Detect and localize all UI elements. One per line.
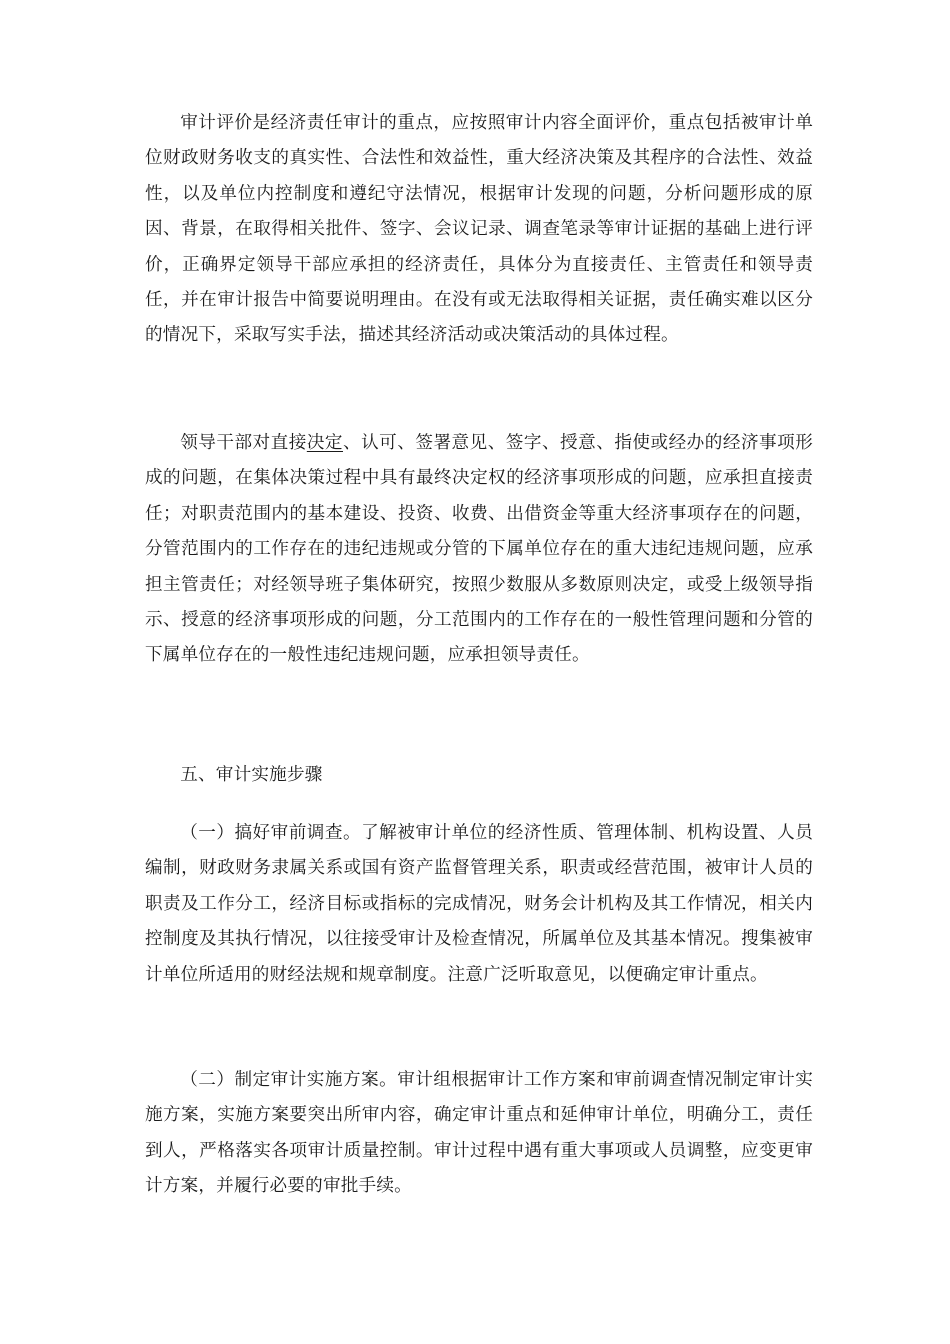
underlined-word: 决定	[306, 433, 343, 453]
paragraph-2-text-rest: 、认可、签署意见、签字、授意、指使或经办的经济事项形成的问题，在集体决策过程中具有最终决定权的经济事项形成的问题，应承担直接责任；对职责范围内的基本建设、投资、收费、出借资金等重大经济事项存在的问题，分管范围内的工作存在的违纪违规或分管的下属单位存在的重大违纪违规问题，应承担主管责任；对经领导班子集体研究，按照少数服从多数原则决定，或受上级领导指示、授意的经济事项形成的问题，分工范围内的工作存在的一般性管理问题和分管的下属单位存在的一般性违纪违规问题，应承担领导责任。	[145, 433, 814, 666]
section-heading-implementation-steps: 五、审计实施步骤	[180, 765, 323, 785]
paragraph-implementation-plan: （二）制定审计实施方案。审计组根据审计工作方案和审前调查情况制定审计实施方案，实施方案要突出所审内容，确定审计重点和延伸审计单位，明确分工，责任到人，严格落实各项审计质量控制。审计过程中遇有重大事项或人员调整，应变更审计方案，并履行必要的审批手续。	[145, 1070, 813, 1197]
paragraph-2-text-start: 领导干部对直接	[180, 433, 307, 453]
paragraph-audit-evaluation: 审计评价是经济责任审计的重点，应按照审计内容全面评价，重点包括被审计单位财政财务收支的真实性、合法性和效益性，重大经济决策及其程序的合法性、效益性，以及单位内控制度和遵纪守法情况，根据审计发现的问题，分析问题形成的原因、背景，在取得相关批件、签字、会议记录、调查笔录等审计证据的基础上进行评价，正确界定领导干部应承担的经济责任，具体分为直接责任、主管责任和领导责任，并在审计报告中简要说明理由。在没有或无法取得相关证据，责任确实难以区分的情况下，采取写实手法，描述其经济活动或决策活动的具体过程。	[145, 113, 813, 346]
paragraph-pre-audit-survey: （一）搞好审前调查。了解被审计单位的经济性质、管理体制、机构设置、人员编制，财政财务隶属关系或国有资产监督管理关系，职责或经营范围，被审计人员的职责及工作分工，经济目标或指标的完成情况，财务会计机构及其工作情况，相关内控制度及其执行情况，以往接受审计及检查情况，所属单位及其基本情况。搜集被审计单位所适用的财经法规和规章制度。注意广泛听取意见，以便确定审计重点。	[145, 823, 813, 985]
paragraph-responsibility-definition	[145, 426, 813, 674]
